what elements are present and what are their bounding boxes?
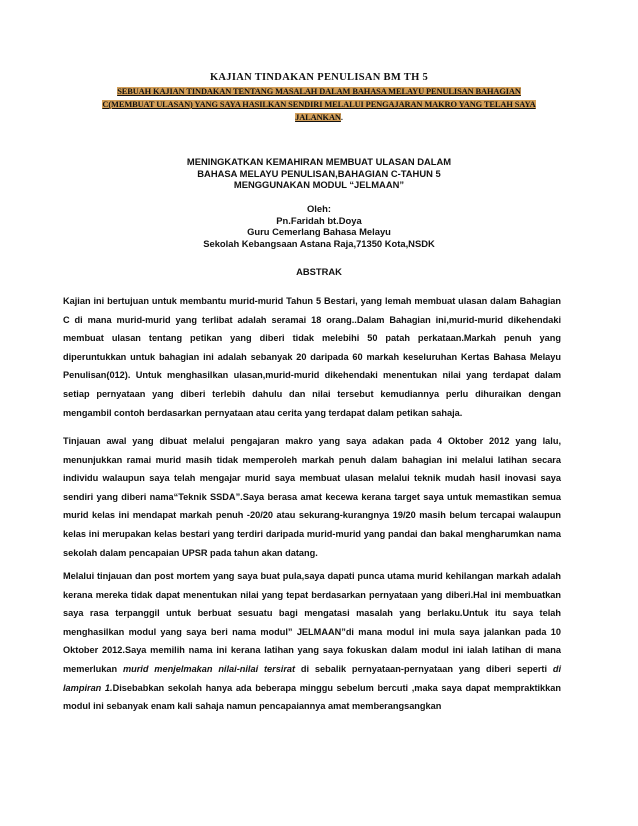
paragraph-3-text-b: di sebalik pernyataan-pernyataan yang diberi seperti	[295, 663, 553, 674]
paragraph-3-text-a: Melalui tinjauan dan post mortem yang saya buat pula,saya dapati punca utama murid kehilangan markah adalah kerana mereka tidak dapat menentukan nilai yang tepat berdasarkan pernyataan yang diberi.Hal ini membuatkan saya rasa terpanggil untuk berbuat sesuatu bagi mengatasi masalah yang berlaku.Untuk itu saya telah menghasilkan modul yang saya beri nama modul” JELMAAN”di mana modul ini mula saya jalankan pada 10 Oktober 2012.Saya memilih nama ini kerana latihan yang saya fokuskan dalam modul ini ialah latihan di mana memerlukan	[63, 571, 561, 674]
paper-title-line-1: MENINGKATKAN KEMAHIRAN MEMBUAT ULASAN DALAM	[186, 156, 452, 167]
paper-title	[0, 156, 638, 191]
document-title: KAJIAN TINDAKAN PENULISAN BM TH 5	[209, 72, 429, 83]
author-by-label: Oleh:	[307, 203, 331, 214]
abstract-heading: ABSTRAK	[296, 266, 342, 277]
abstract-paragraph-1: Kajian ini bertujuan untuk membantu murid-murid Tahun 5 Bestari, yang lemah membuat ulasan dalam Bahagian C di mana murid-murid yang terlibat adalah seramai 18 orang..Dalam Bahagian ini,murid-murid dikehendaki membuat ulasan tentang petikan yang diberi tidak melebihi 50 patah perkataan.Markah penuh yang diperuntukkan untuk bahagian ini adalah sebanyak 20 daripada 60 markah keseluruhan Kertas Bahasa Melayu Penulisan(012). Untuk menghasilkan ulasan,murid-murid dikehendaki menentukan nilai yang terdapat dalam setiap pernyataan yang diberi terlebih dahulu dan nilai tersebut kemudiannya perlu dihuraikan dengan mengambil contoh berdasarkan pernyataan atau cerita yang terdapat dalam petikan sahaja.	[63, 296, 561, 418]
paper-title-line-2: BAHASA MELAYU PENULISAN,BAHAGIAN C-TAHUN 5	[197, 167, 441, 179]
document-subtitle: SEBUAH KAJIAN TINDAKAN TENTANG MASALAH DALAM BAHASA MELAYU PENULISAN BAHAGIAN C(MEMBUAT ULASAN) YANG SAYA HASILKAN SENDIRI MELALUI PENGAJARAN MAKRO YANG TELAH SAYA JALANKAN.	[102, 87, 536, 122]
author-role: Guru Cemerlang Bahasa Melayu	[247, 226, 391, 237]
author-school: Sekolah Kebangsaan Astana Raja,71350 Kota,NSDK	[203, 237, 435, 249]
abstract-paragraph-3	[63, 567, 561, 716]
author-info	[0, 203, 638, 249]
paragraph-3-italic-b: di lampiran 1.	[63, 663, 561, 693]
paragraph-3-text-c: Disebabkan sekolah hanya ada beberapa minggu sebelum bercuti ,maka saya dapat mempraktikkan modul ini sebanyak enam kali sahaja namun pencapaiannya amat memberangsangkan	[63, 682, 562, 712]
author-name: Pn.Faridah bt.Doya	[276, 214, 362, 226]
paragraph-3-italic-a: murid menjelmakan nilai-nilai tersirat	[122, 663, 296, 674]
paper-title-line-3: MENGGUNAKAN MODUL “JELMAAN”	[233, 179, 405, 190]
highlighted-subtitle: SEBUAH KAJIAN TINDAKAN TENTANG MASALAH DALAM BAHASA MELAYU PENULISAN BAHAGIAN C(MEMBUAT ULASAN) YANG SAYA HASILKAN SENDIRI MELALUI PENGAJARAN MAKRO YANG TELAH SAYA JALANKAN	[102, 87, 536, 122]
abstract-paragraph-2: Tinjauan awal yang dibuat melalui pengajaran makro yang saya adakan pada 4 Oktober 2012 yang lalu, menunjukkan ramai murid masih tidak memperoleh markah penuh dalam bahagian ini melalui latihan secara individu walaupun saya telah mengajar murid saya membuat ulasan melalui teknik mudah hasil inovasi saya sendiri yang diberi nama“Teknik SSDA”.Saya berasa amat kecewa kerana target saya untuk memastikan semua murid kelas ini mendapat markah penuh -20/20 atau sekurang-kurangnya 19/20 masih belum tercapai walaupun kelas ini merupakan kelas bestari yang terdiri daripada murid-murid yang pandai dan bakal mengharumkan nama sekolah dalam pencapaian UPSR pada tahun akan datang.	[63, 436, 561, 558]
